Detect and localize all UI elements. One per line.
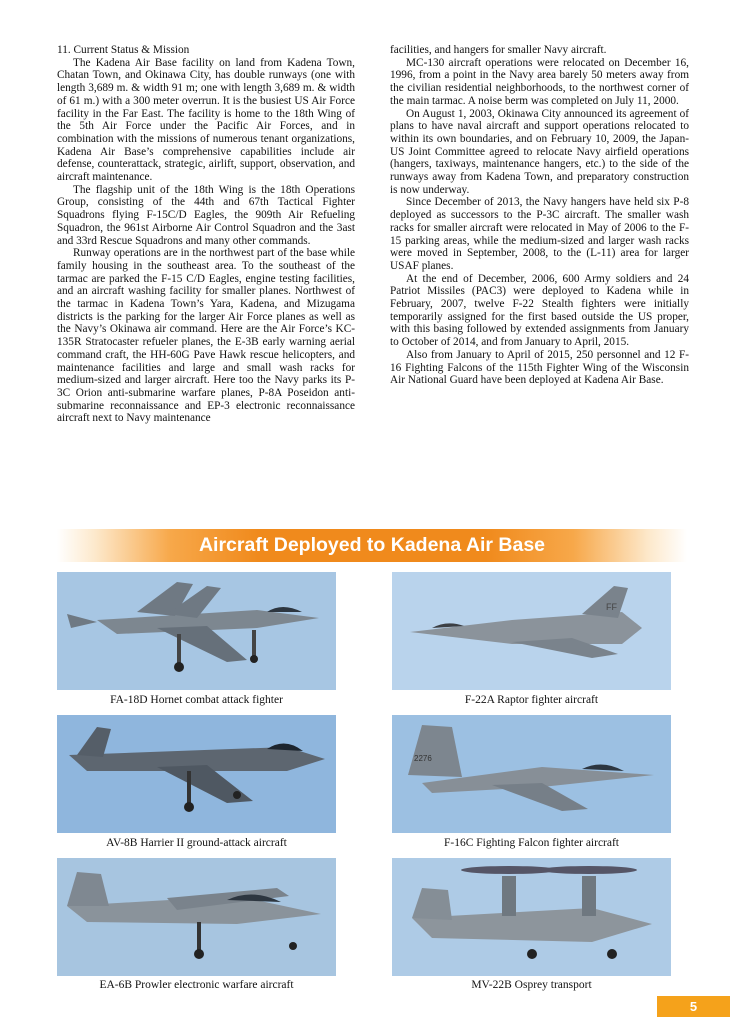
f22a-aircraft-photo	[392, 572, 671, 690]
fa18d-photo-svg	[57, 572, 336, 690]
ea6b-aircraft-photo	[57, 858, 336, 976]
av8b-photo-svg	[57, 715, 336, 833]
photo-caption: F-16C Fighting Falcon fighter aircraft	[443, 837, 620, 849]
ea6b-photo-svg	[57, 858, 336, 976]
banner-title: Aircraft Deployed to Kadena Air Base	[198, 534, 546, 556]
page-number: 5	[689, 999, 698, 1014]
article-paragraph: Runway operations are in the northwest part of the base while family housing in the southeast area. To the southeast of the tarmac are parked the F-15 C/D Eagles, engine testing facilities, and an aircraft washing facility for smaller planes. Northwest of the tarmac in Kadena Town’s Yara, Kadena, and Mizugama districts is the parking for the larger Air Force planes as well as the Navy’s Okinawa air command. Here are the Air Force’s KC-135R Stratocaster refueler planes, the E-3B early warning aerial command craft, the HH-60G Pave Hawk rescue helicopters, and maintenance facilities and large and small wash racks for medium-sized and larger aircraft. Here too the Navy parks its P-3C Orion anti-submarine warfare planes, P-8A Poseidon anti-submarine reconnaissance and EP-3 electronic reconnaissance aircraft next to Navy maintenance	[57, 247, 355, 425]
article-left-column	[57, 44, 355, 425]
article-paragraph: The Kadena Air Base facility on land from Kadena Town, Chatan Town, and Okinawa City, has double runways (one with length 3,689 m. & width 91 m; one with length 3,689 m. & width of 61 m.) with a 300 meter overrun. It is the busiest US Air Force facility in the Far East. The facility is home to the 18th Wing of the 5th Air Force under the Pacific Air Forces, and in combination with the missions of numerous tenant organizations, Kadena Air Base’s comprehensive capabilities include air defense, counterattack, strategic, airlift, support, observation, and aircraft maintenance.	[57, 56, 355, 184]
fa18d-aircraft-photo	[57, 572, 336, 690]
photo-caption: AV-8B Harrier II ground-attack aircraft	[106, 837, 287, 849]
article-paragraph: On August 1, 2003, Okinawa City announced its agreement of plans to have naval aircraft and support operations relocated to within its own boundaries, and on February 10, 2009, the Japan-US Joint Committee agreed to relocate Navy airfield operations (hangers, taxiways, maintenance hangers, etc.) to the side of the runways away from Kadena Town, and preparatory construction is now underway.	[390, 107, 689, 196]
photo-caption: FA-18D Hornet combat attack fighter	[110, 694, 283, 706]
article-paragraph: Since December of 2013, the Navy hangers have held six P-8 deployed as successors to the P-3C aircraft. The smaller wash racks for smaller aircraft were relocated in May of 2006 to the F-15 parking areas, while the medium-sized and larger wash racks were moved in September, 2008, to the (L-11) area for larger USAF planes.	[390, 196, 689, 272]
photo-caption: F-22A Raptor fighter aircraft	[464, 694, 599, 706]
f22a-photo-svg	[392, 572, 671, 690]
section-heading: 11. Current Status & Mission	[57, 44, 190, 56]
page-number-tab	[657, 996, 730, 1017]
article-paragraph-continuation: facilities, and hangers for smaller Navy aircraft.	[390, 44, 607, 56]
photo-caption: EA-6B Prowler electronic warfare aircraft	[99, 979, 294, 991]
mv22b-photo-svg	[392, 858, 671, 976]
f16c-photo-svg	[392, 715, 671, 833]
article-paragraph: MC-130 aircraft operations were relocated on December 16, 1996, from a point in the Navy area barely 50 meters away from the civilian residential neighborhoods, to the northwest corner of the main tarmac. A noise berm was completed on July 11, 2000.	[390, 56, 689, 107]
mv22b-aircraft-photo	[392, 858, 671, 976]
f16c-aircraft-photo	[392, 715, 671, 833]
svg-text:FF: FF	[606, 602, 617, 612]
article-paragraph: Also from January to April of 2015, 250 personnel and 12 F-16 Fighting Falcons of the 115th Fighter Wing of the Wisconsin Air National Guard have been deployed at Kadena Air Base.	[390, 348, 689, 387]
svg-text:2276: 2276	[414, 754, 432, 763]
article-paragraph: At the end of December, 2006, 600 Army soldiers and 24 Patriot Missiles (PAC3) were deployed to Kadena while in February, 2007, twelve F-22 Stealth fighters were initially temporarily assigned for the first based outside the US proper, with this basing followed by extended assignments from January to October of 2014, and from January to April, 2015.	[390, 272, 689, 349]
article-paragraph: The flagship unit of the 18th Wing is the 18th Operations Group, consisting of the 44th and 67th Tactical Fighter Squadrons flying F-15C/D Eagles, the 909th Air Refueling Squadron, the 961st Airborne Air Control Squadron and the 3ast and 33rd Rescue Squadrons and many other commands.	[57, 183, 355, 247]
photo-caption: MV-22B Osprey transport	[471, 979, 592, 991]
article-right-column	[390, 44, 689, 387]
section-banner	[57, 529, 687, 562]
av8b-aircraft-photo	[57, 715, 336, 833]
